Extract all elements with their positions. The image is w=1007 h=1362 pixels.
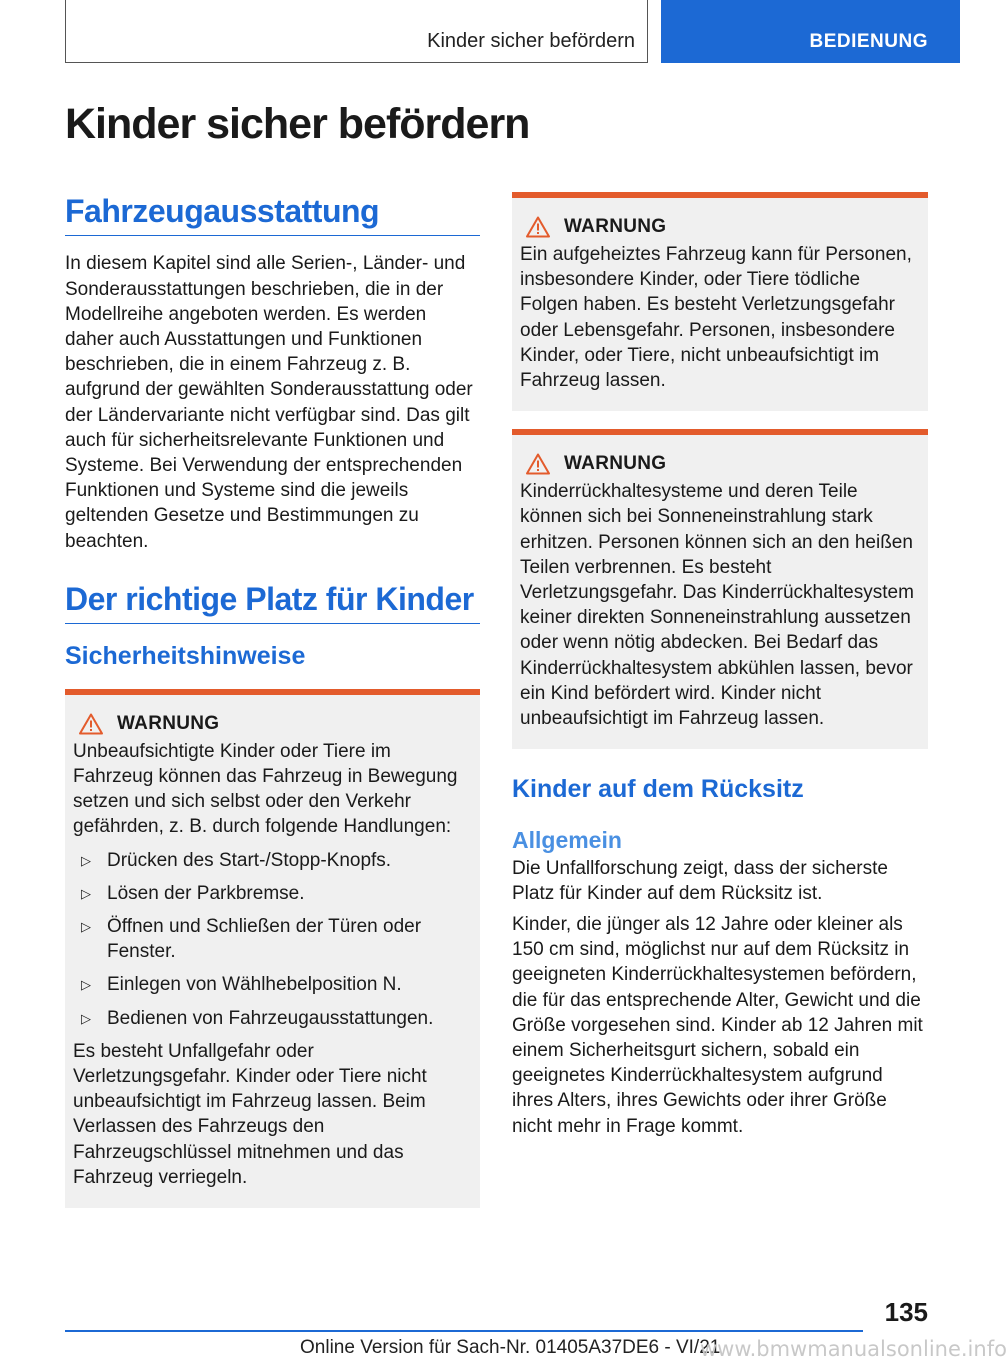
warning-header: [520, 216, 920, 238]
footer-online-version: Online Version für Sach-Nr. 01405A37DE6 - VI/21: [300, 1337, 721, 1358]
watermark: www.bmwmanualsonline.info: [700, 1337, 1007, 1361]
triangle-bullet-icon: ▷: [81, 918, 91, 934]
warning-box-sun: [512, 429, 928, 749]
list-item: ▷ Öffnen und Schließen der Türen oder Fenster.: [81, 915, 422, 963]
paragraph-fahrzeugausstattung: In diesem Kapitel sind alle Serien-, Länder- und Sonderausstattungen beschrieben, die in der Modellreihe angeboten werden. Es werden daher auch Ausstattungen und Funktionen beschrieben, die in einem Fahrzeug z. B. aufgrund der gewählten Sonderausstattung oder der Ländervariante nicht verfügbar sind. Das gilt auch für sicherheitsrelevante Funktionen und Systeme. Bei Verwendung der entsprechenden Funktionen und Systeme sind die jeweils geltenden Gesetze und Bestimmungen zu beachten.: [65, 253, 473, 552]
header-section-label: BEDIENUNG: [661, 0, 960, 63]
left-column: [65, 192, 480, 1208]
warning-header: [520, 453, 920, 475]
heading-allgemein: Allgemein: [512, 826, 622, 853]
warning-triangle-icon: [79, 713, 103, 735]
heading-richtige-platz: Der richtige Platz für Kinder: [65, 580, 480, 624]
list-item: ▷ Bedienen von Fahrzeugausstattungen.: [73, 1006, 472, 1031]
warning-label: WARNUNG: [564, 216, 667, 237]
warning-intro: Unbeaufsichtigte Kinder oder Tiere im Fahrzeug können das Fahrzeug in Bewegung setzen und sich selbst oder den Verkehr gefährden, z. B. durch folgende Handlungen:: [73, 740, 458, 838]
paragraph-unfallforschung: Die Unfallforschung zeigt, dass der sicherste Platz für Kinder auf dem Rücksitz ist.: [512, 857, 888, 904]
header-tab-label: Kinder sicher befördern: [427, 30, 635, 52]
paragraph-kinder-alter: Kinder, die jünger als 12 Jahre oder kleiner als 150 cm sind, möglichst nur auf dem Rücksitz in geeigneten Kinderrückhaltesystemen befördern, die für das entsprechende Alter, Gewicht und die Größe vorgesehen sind. Kinder ab 12 Jahren mit einem Sicherheitsgurt sichern, sobald ein geeignetes Kinderrückhaltesystem aufgrund ihres Alters, ihres Gewichts oder ihrer Größe nicht mehr in Frage kommt.: [512, 914, 923, 1137]
footer-divider: [65, 1330, 863, 1332]
heading-kinder-ruecksitz: Kinder auf dem Rücksitz: [512, 775, 804, 804]
warning-text: Ein aufgeheiztes Fahrzeug kann für Personen, insbesondere Kinder, oder Tiere tödliche Folgen haben. Es besteht Verletzungsgefahr oder Lebensgefahr. Personen, insbesondere Kinder, oder Tiere, nicht unbeaufsichtigt im Fahrzeug lassen.: [520, 244, 912, 392]
triangle-bullet-icon: ▷: [81, 1010, 91, 1026]
warning-label: WARNUNG: [564, 453, 667, 475]
warning-box: [65, 689, 480, 1208]
warning-triangle-icon: [526, 216, 550, 238]
warning-action-list: [73, 848, 472, 1031]
heading-fahrzeugausstattung: Fahrzeugausstattung: [65, 192, 480, 236]
header-tab: [65, 0, 648, 63]
warning-triangle-icon: [526, 453, 550, 475]
heading-sicherheitshinweise: Sicherheitshinweise: [65, 642, 306, 671]
triangle-bullet-icon: ▷: [81, 977, 91, 993]
warning-label: WARNUNG: [117, 712, 220, 734]
page-title: Kinder sicher befördern: [65, 100, 530, 148]
triangle-bullet-icon: ▷: [81, 885, 91, 901]
warning-box-heat: [512, 192, 928, 411]
list-item: ▷ Einlegen von Wählhebelposition N.: [73, 972, 472, 997]
list-item: ▷ Lösen der Parkbremse.: [73, 881, 472, 906]
right-column: [512, 192, 928, 1139]
warning-text: Kinderrückhaltesysteme und deren Teile können sich bei Sonneneinstrahlung stark erhitzen. Personen können sich an den heißen Teilen verbrennen. Es besteht Verletzungsgefahr. Das Kinderrückhaltesystem keiner direkten Sonneneinstrahlung aussetzen oder wenn nötig abdecken. Bei Bedarf das Kinderrückhaltesystem abkühlen lassen, bevor ein Kind befördert wird. Kinder nicht unbeaufsichtigt im Fahrzeug lassen.: [520, 481, 914, 730]
warning-outro: Es besteht Unfallgefahr oder Verletzungsgefahr. Kinder oder Tiere nicht unbeaufsichtigt im Fahrzeug lassen. Beim Verlassen des Fahrzeugs den Fahrzeugschlüssel mitnehmen und das Fahrzeug verriegeln.: [73, 1040, 427, 1188]
warning-header: [73, 713, 472, 735]
triangle-bullet-icon: ▷: [81, 852, 91, 868]
list-item: ▷ Drücken des Start-/Stopp-Knopfs.: [73, 848, 472, 873]
page-number: 135: [884, 1297, 928, 1327]
